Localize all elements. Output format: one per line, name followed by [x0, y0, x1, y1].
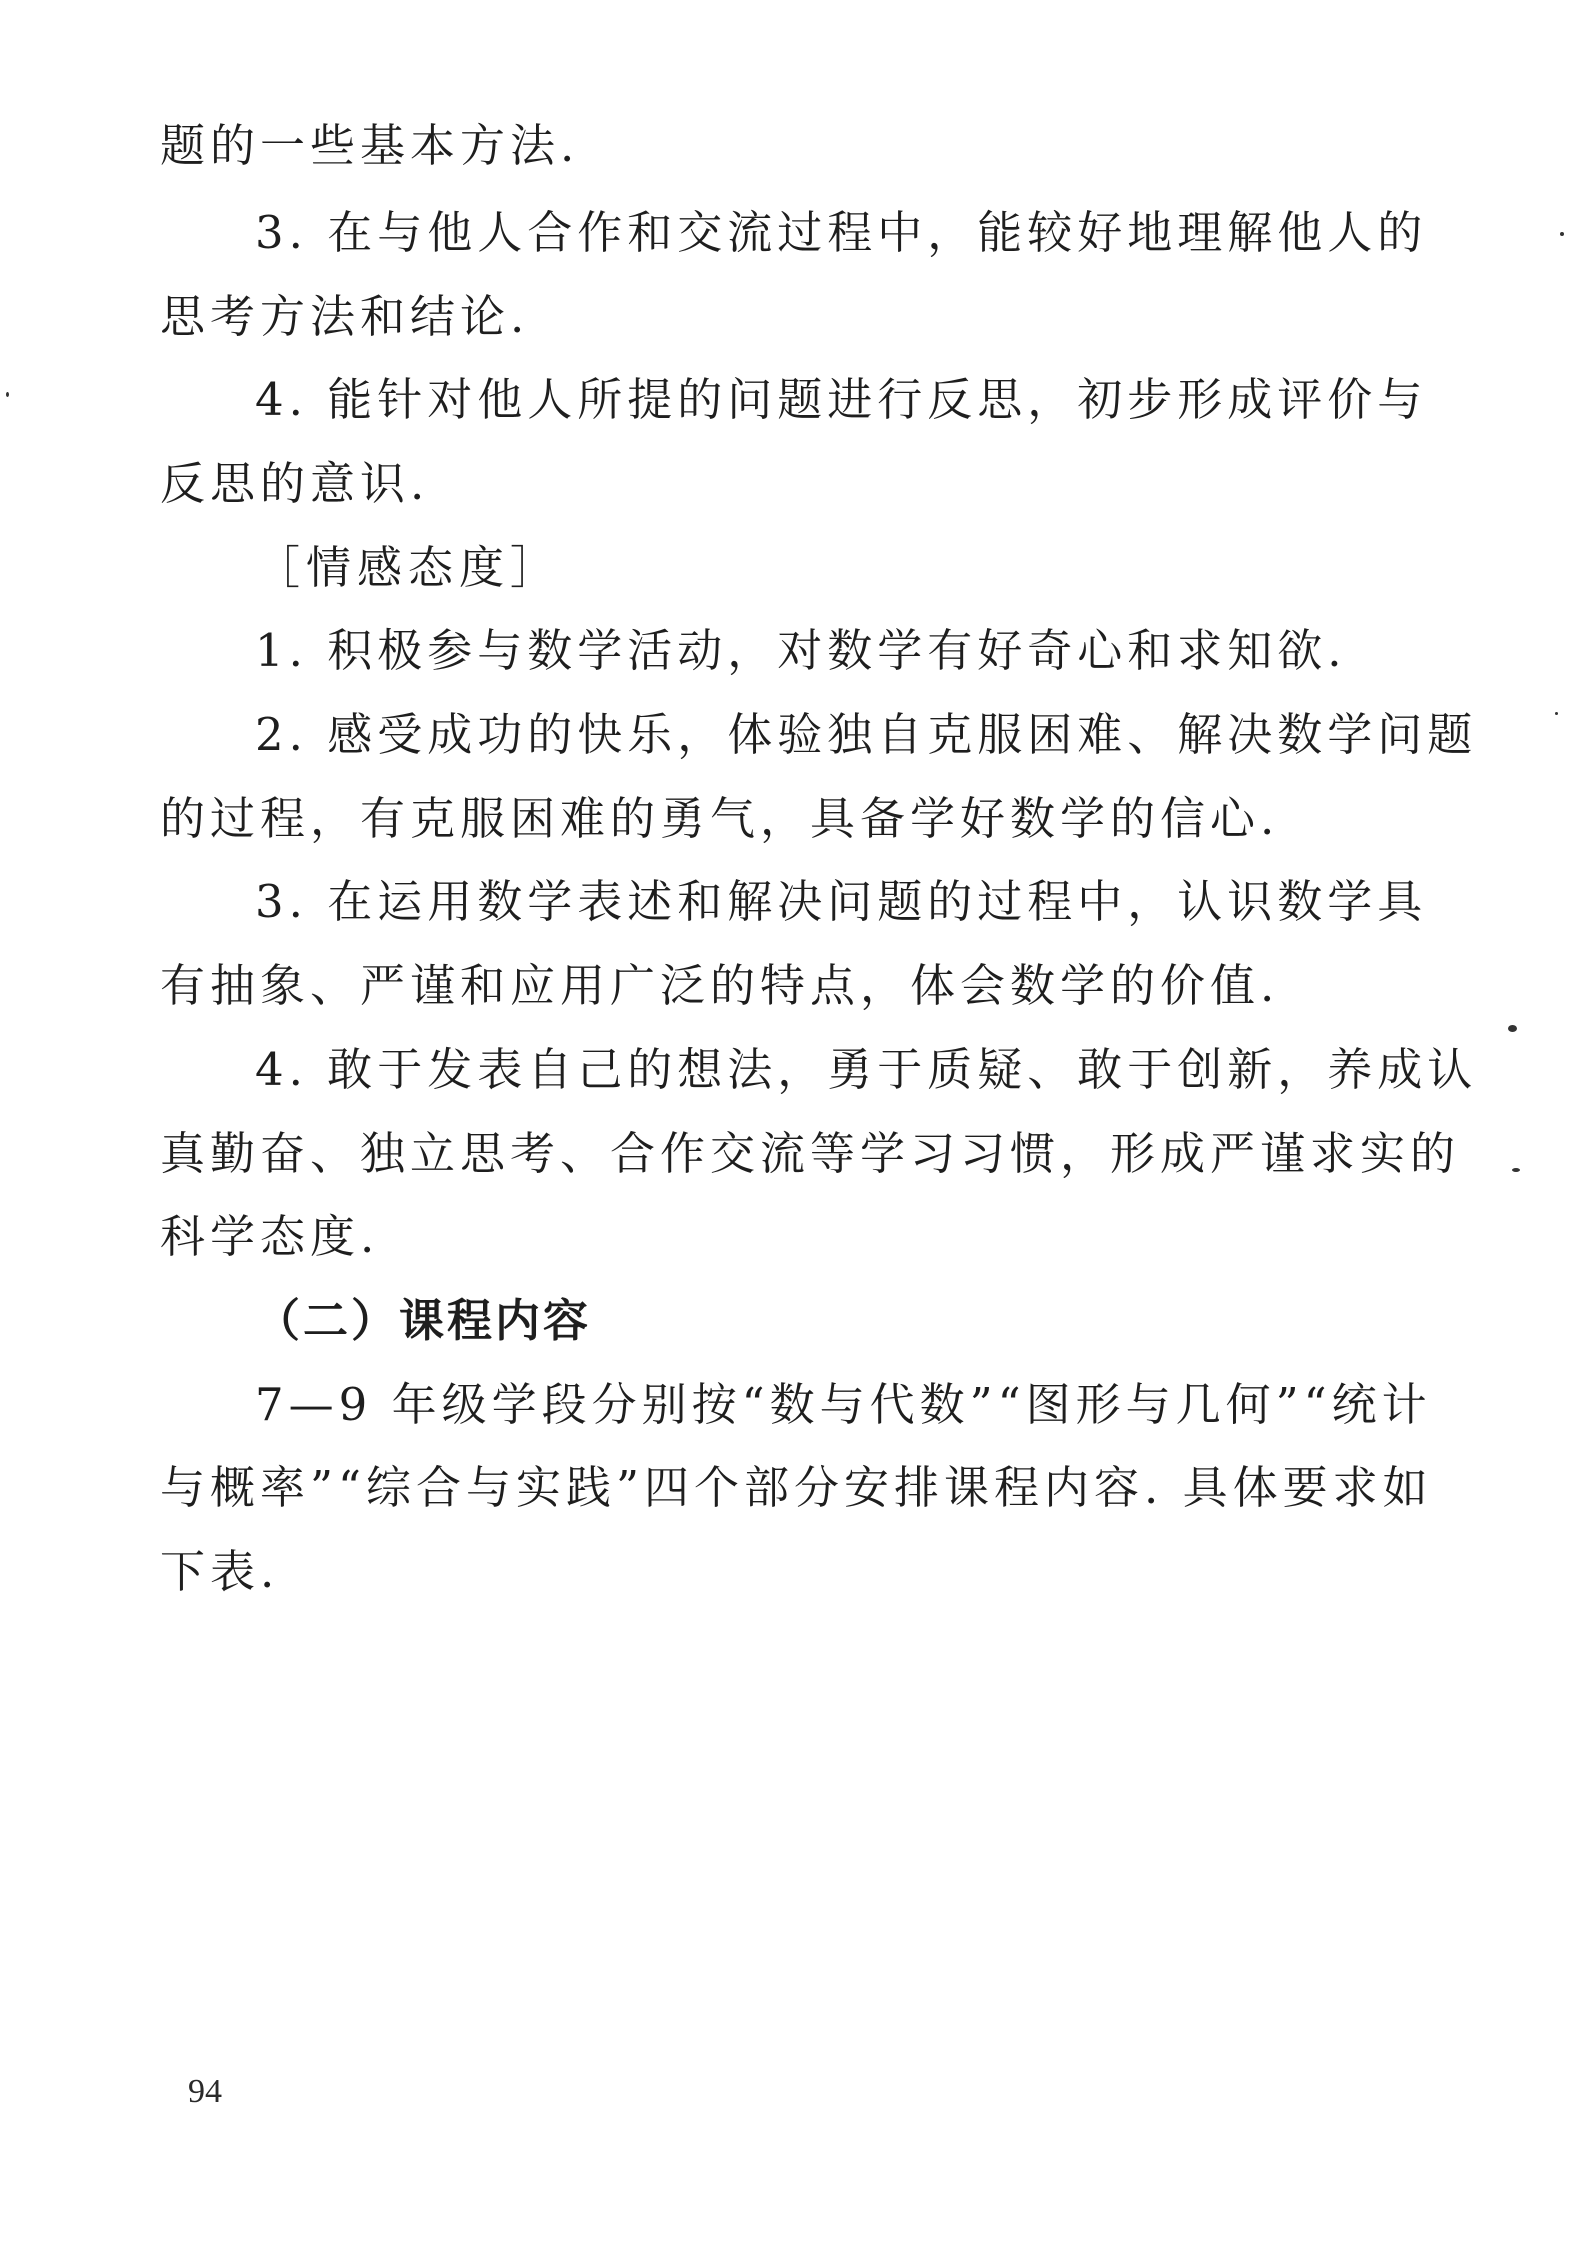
text-line: 4. 敢于发表自己的想法，勇于质疑、敢于创新，养成认	[255, 1043, 1478, 1096]
section-heading: （二）课程内容	[255, 1294, 592, 1347]
text-line: 科学态度.	[160, 1210, 380, 1263]
scan-speck	[1512, 1168, 1520, 1172]
scan-speck	[1555, 712, 1558, 715]
text-line: 真勤奋、独立思考、合作交流等学习习惯，形成严谨求实的	[160, 1127, 1461, 1180]
text-line: 反思的意识.	[160, 457, 430, 510]
scan-speck	[6, 392, 9, 397]
text-line: 4. 能针对他人所提的问题进行反思，初步形成评价与	[255, 373, 1428, 426]
text-line: 7—9 年级学段分别按“数与代数”“图形与几何”“统计	[255, 1378, 1432, 1431]
scan-speck	[1560, 232, 1564, 236]
page-number: 94	[188, 2073, 222, 2110]
text-line: 下表.	[160, 1545, 280, 1598]
text-line: 3. 在与他人合作和交流过程中，能较好地理解他人的	[255, 206, 1428, 259]
text-line: 有抽象、严谨和应用广泛的特点，体会数学的价值.	[160, 959, 1280, 1012]
text-line: 的过程，有克服困难的勇气，具备学好数学的信心.	[160, 792, 1280, 845]
scan-speck	[1508, 1025, 1517, 1032]
text-line: 1. 积极参与数学活动，对数学有好奇心和求知欲.	[255, 624, 1347, 677]
section-label: ［情感态度］	[255, 541, 562, 594]
text-line: 与概率”“综合与实践”四个部分安排课程内容. 具体要求如	[160, 1461, 1433, 1514]
text-line: 题的一些基本方法.	[160, 119, 580, 172]
text-line: 思考方法和结论.	[160, 290, 530, 343]
text-line: 3. 在运用数学表述和解决问题的过程中，认识数学具	[255, 875, 1428, 928]
text-line: 2. 感受成功的快乐，体验独自克服困难、解决数学问题	[255, 708, 1478, 761]
